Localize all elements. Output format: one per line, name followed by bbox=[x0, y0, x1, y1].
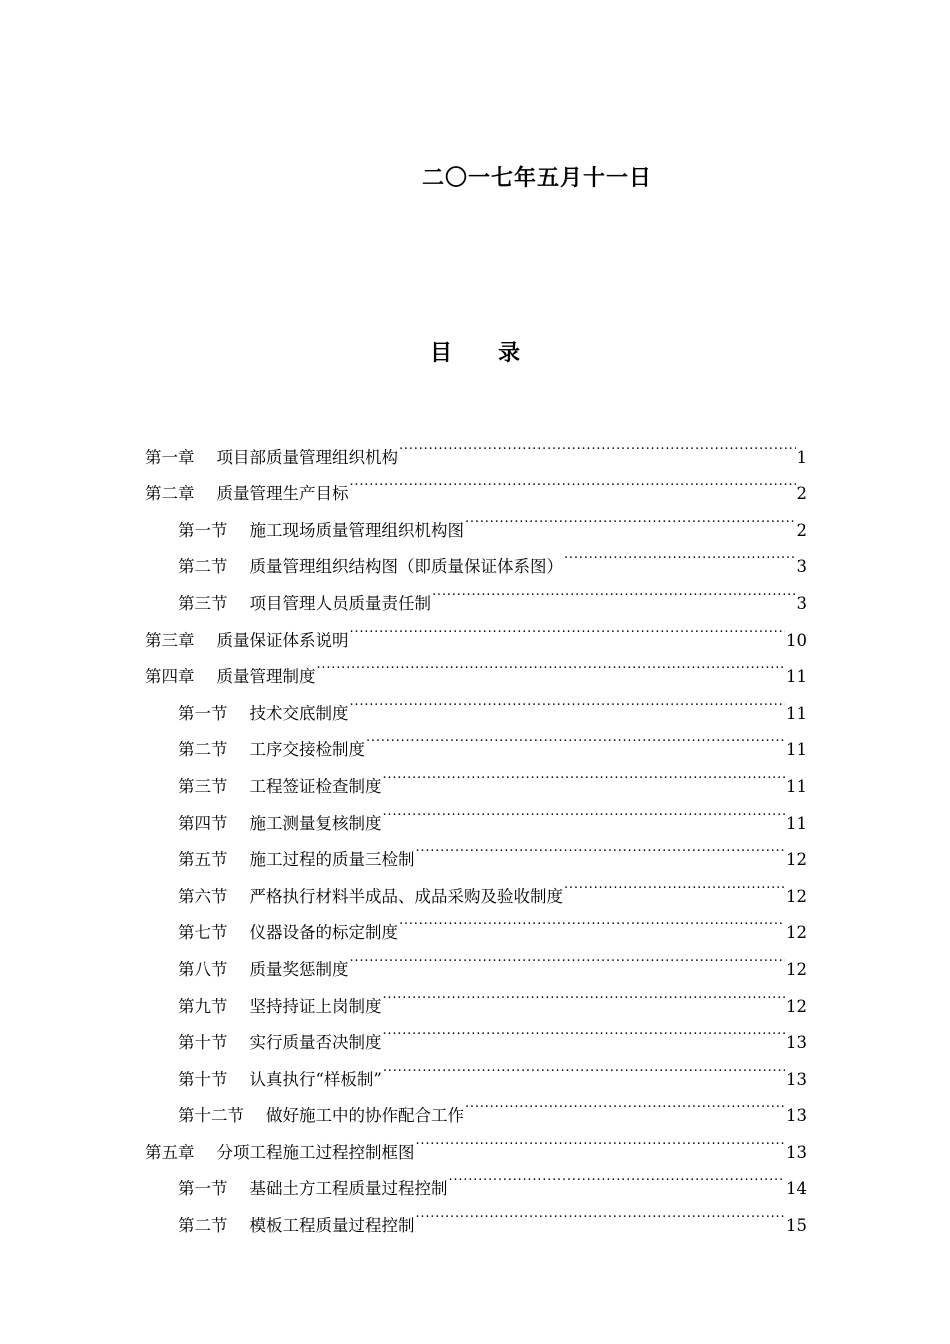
toc-dot-leader bbox=[383, 1012, 786, 1049]
toc-dot-leader bbox=[350, 609, 786, 646]
toc-dot-leader bbox=[350, 682, 786, 719]
toc-entry-label bbox=[145, 476, 349, 513]
toc-entry-title: 坚持持证上岗制度 bbox=[249, 996, 382, 1016]
table-of-contents bbox=[145, 426, 807, 1236]
toc-dot-leader bbox=[564, 865, 785, 902]
toc-entry-number: 第十二节 bbox=[178, 1106, 244, 1126]
toc-entry-page-number: 3 bbox=[796, 593, 807, 613]
toc-entry-number: 第一节 bbox=[178, 1179, 228, 1199]
toc-title bbox=[0, 337, 950, 369]
toc-entry-title: 模板工程质量过程控制 bbox=[249, 1216, 415, 1236]
toc-entry-page-number: 11 bbox=[786, 740, 807, 760]
toc-dot-leader bbox=[366, 719, 785, 756]
toc-entry-page-number: 15 bbox=[786, 1216, 807, 1236]
toc-entry-page-number: 11 bbox=[786, 667, 807, 687]
toc-entry-page-number: 12 bbox=[786, 886, 807, 906]
toc-dot-leader bbox=[564, 536, 796, 573]
toc-entry-page-number: 13 bbox=[786, 1033, 807, 1053]
toc-dot-leader bbox=[416, 829, 786, 866]
toc-entry-page-number: 3 bbox=[796, 557, 807, 577]
date-line: 二〇一七年五月十一日 bbox=[421, 165, 652, 191]
toc-entry-number: 第六节 bbox=[178, 886, 228, 906]
toc-entry-page-number: 2 bbox=[796, 520, 807, 540]
toc-entry-title: 基础土方工程质量过程控制 bbox=[249, 1179, 448, 1199]
toc-entry-page-number: 11 bbox=[786, 813, 807, 833]
toc-entry-number: 第三节 bbox=[178, 776, 228, 796]
toc-entry-title: 工程签证检查制度 bbox=[249, 776, 382, 796]
toc-dot-leader bbox=[416, 1121, 786, 1158]
toc-chapter-entry[interactable] bbox=[145, 426, 807, 467]
toc-entry-title: 质量管理制度 bbox=[216, 667, 316, 687]
toc-entry-title: 仪器设备的标定制度 bbox=[249, 923, 398, 943]
toc-dot-leader bbox=[383, 975, 786, 1012]
toc-entry-title: 质量管理组织结构图（即质量保证体系图） bbox=[249, 557, 563, 577]
toc-entry-title: 施工过程的质量三检制 bbox=[249, 850, 415, 870]
toc-dot-leader bbox=[465, 499, 796, 536]
toc-entry-title: 质量保证体系说明 bbox=[216, 630, 349, 650]
toc-entry-page-number: 2 bbox=[796, 484, 807, 504]
toc-entry-page-number: 12 bbox=[786, 923, 807, 943]
toc-entry-number: 第十节 bbox=[178, 1069, 228, 1089]
toc-dot-leader bbox=[399, 902, 785, 939]
toc-entry-title: 分项工程施工过程控制框图 bbox=[216, 1142, 415, 1162]
toc-entry-page-number: 11 bbox=[786, 703, 807, 723]
toc-entry-number: 第三节 bbox=[178, 593, 228, 613]
toc-entry-label bbox=[145, 1135, 415, 1172]
toc-entry-title: 实行质量否决制度 bbox=[249, 1033, 382, 1053]
toc-entry-title: 质量管理生产目标 bbox=[216, 484, 349, 504]
toc-entry-label bbox=[178, 1025, 382, 1062]
toc-entry-label bbox=[178, 696, 349, 733]
toc-entry-number: 第九节 bbox=[178, 996, 228, 1016]
toc-entry-label bbox=[178, 732, 365, 769]
toc-entry-page-number: 13 bbox=[786, 1069, 807, 1089]
toc-entry-label bbox=[145, 659, 316, 696]
toc-dot-leader bbox=[465, 1085, 785, 1122]
toc-title-char-2: 录 bbox=[498, 340, 521, 366]
toc-entry-page-number: 12 bbox=[786, 850, 807, 870]
toc-entry-label bbox=[178, 513, 464, 550]
toc-entry-title: 严格执行材料半成品、成品采购及验收制度 bbox=[249, 886, 563, 906]
toc-entry-title: 做好施工中的协作配合工作 bbox=[266, 1106, 464, 1126]
toc-entry-number: 第二节 bbox=[178, 740, 228, 760]
toc-entry-title: 工序交接检制度 bbox=[249, 740, 365, 760]
toc-entry-page-number: 1 bbox=[796, 447, 807, 467]
toc-dot-leader bbox=[317, 646, 786, 683]
toc-dot-leader bbox=[432, 572, 796, 609]
toc-entry-label bbox=[178, 1208, 415, 1245]
toc-dot-leader bbox=[350, 463, 796, 500]
toc-entry-title: 施工测量复核制度 bbox=[249, 813, 382, 833]
toc-entry-page-number: 13 bbox=[786, 1106, 807, 1126]
toc-entry-page-number: 12 bbox=[786, 959, 807, 979]
toc-dot-leader bbox=[383, 1048, 785, 1085]
toc-dot-leader bbox=[416, 1194, 786, 1231]
toc-entry-label bbox=[178, 769, 382, 806]
toc-entry-page-number: 10 bbox=[786, 630, 807, 650]
toc-entry-number: 第二章 bbox=[145, 484, 195, 504]
toc-entry-number: 第一节 bbox=[178, 703, 228, 723]
toc-entry-page-number: 11 bbox=[786, 776, 807, 796]
toc-dot-leader bbox=[383, 792, 786, 829]
toc-entry-page-number: 12 bbox=[786, 996, 807, 1016]
toc-entry-title: 项目部质量管理组织机构 bbox=[216, 447, 398, 467]
toc-entry-number: 第七节 bbox=[178, 923, 228, 943]
toc-entry-label bbox=[178, 952, 349, 989]
toc-entry-label bbox=[178, 1171, 448, 1208]
toc-entry-number: 第一节 bbox=[178, 520, 228, 540]
toc-dot-leader bbox=[383, 755, 786, 792]
toc-entry-title: 技术交底制度 bbox=[249, 703, 349, 723]
toc-entry-page-number: 14 bbox=[786, 1179, 807, 1199]
toc-entry-page-number: 13 bbox=[786, 1142, 807, 1162]
toc-entry-title: 项目管理人员质量责任制 bbox=[249, 593, 431, 613]
toc-dot-leader bbox=[399, 426, 796, 463]
toc-entry-title: 质量奖惩制度 bbox=[249, 959, 349, 979]
toc-entry-label bbox=[178, 989, 382, 1026]
toc-dot-leader bbox=[449, 1158, 786, 1195]
toc-entry-title: 认真执行“样板制” bbox=[249, 1069, 382, 1089]
toc-entry-number: 第八节 bbox=[178, 959, 228, 979]
toc-entry-title: 施工现场质量管理组织机构图 bbox=[249, 520, 464, 540]
toc-entry-number: 第五节 bbox=[178, 850, 228, 870]
toc-entry-number: 第四节 bbox=[178, 813, 228, 833]
toc-entry-number: 第三章 bbox=[145, 630, 195, 650]
toc-dot-leader bbox=[350, 938, 786, 975]
toc-title-char-1: 目 bbox=[429, 340, 452, 366]
toc-entry-number: 第一章 bbox=[145, 447, 195, 467]
toc-entry-number: 第五章 bbox=[145, 1142, 195, 1162]
toc-entry-number: 第二节 bbox=[178, 1216, 228, 1236]
toc-entry-label bbox=[178, 806, 382, 843]
toc-entry-number: 第四章 bbox=[145, 667, 195, 687]
toc-entry-label bbox=[178, 842, 415, 879]
toc-entry-number: 第十节 bbox=[178, 1033, 228, 1053]
toc-entry-label bbox=[178, 1062, 382, 1099]
toc-entry-number: 第二节 bbox=[178, 557, 228, 577]
